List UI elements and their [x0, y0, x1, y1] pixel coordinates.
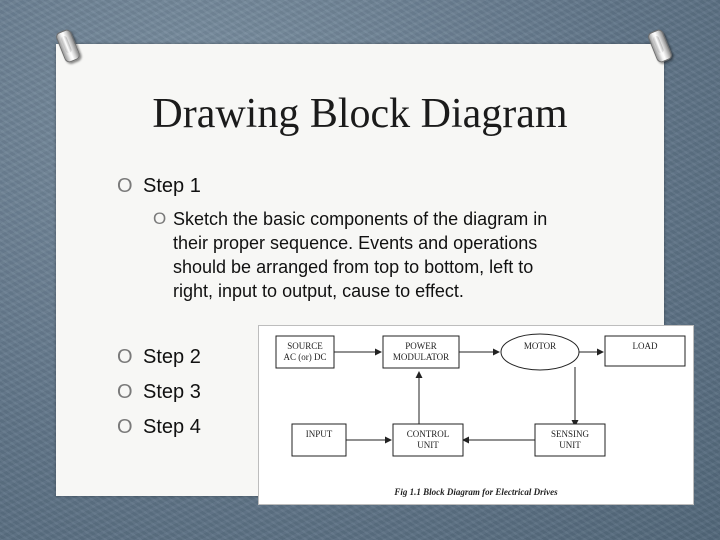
- block-source-label-2: AC (or) DC: [283, 352, 327, 362]
- bullet-step-3: [117, 381, 201, 404]
- slide-title: Drawing Block Diagram: [152, 91, 568, 137]
- block-input-label: INPUT: [305, 429, 333, 439]
- bullet-text: Step 1: [143, 175, 201, 197]
- figure-caption: Fig 1.1 Block Diagram for Electrical Drives: [394, 487, 558, 497]
- bullet-step-4: [117, 416, 201, 439]
- bullet-marker-icon: O: [117, 381, 133, 403]
- bullet-marker-icon: O: [117, 175, 133, 197]
- block-power-label-2: MODULATOR: [392, 352, 450, 362]
- sub-bullet: [153, 207, 553, 303]
- block-sensing-label-1: SENSING: [550, 429, 590, 439]
- bullet-marker-icon: O: [117, 346, 133, 368]
- block-motor-label: MOTOR: [523, 341, 557, 351]
- bullet-step-1: [117, 175, 201, 198]
- bullet-step-2: [117, 346, 201, 369]
- block-control-label-1: CONTROL: [406, 429, 450, 439]
- bullet-text: Step 3: [143, 381, 201, 403]
- block-power-label-1: POWER: [405, 341, 437, 351]
- sub-bullet-marker-icon: O: [153, 209, 167, 228]
- sub-bullet-text: Sketch the basic components of the diagram in their proper sequence. Events and operations should be arranged from top to bottom, left to right, input to output, cause to effect.: [173, 209, 548, 301]
- block-diagram-svg: [259, 326, 693, 504]
- block-control-label-2: UNIT: [417, 440, 439, 450]
- block-sensing-label-2: UNIT: [559, 440, 581, 450]
- bullet-text: Step 4: [143, 416, 201, 438]
- block-load-label: LOAD: [632, 341, 658, 351]
- block-motor: [501, 334, 579, 370]
- block-source-label-1: SOURCE: [287, 341, 323, 351]
- bullet-marker-icon: O: [117, 416, 133, 438]
- bullet-text: Step 2: [143, 346, 201, 368]
- block-diagram-figure: [258, 325, 694, 505]
